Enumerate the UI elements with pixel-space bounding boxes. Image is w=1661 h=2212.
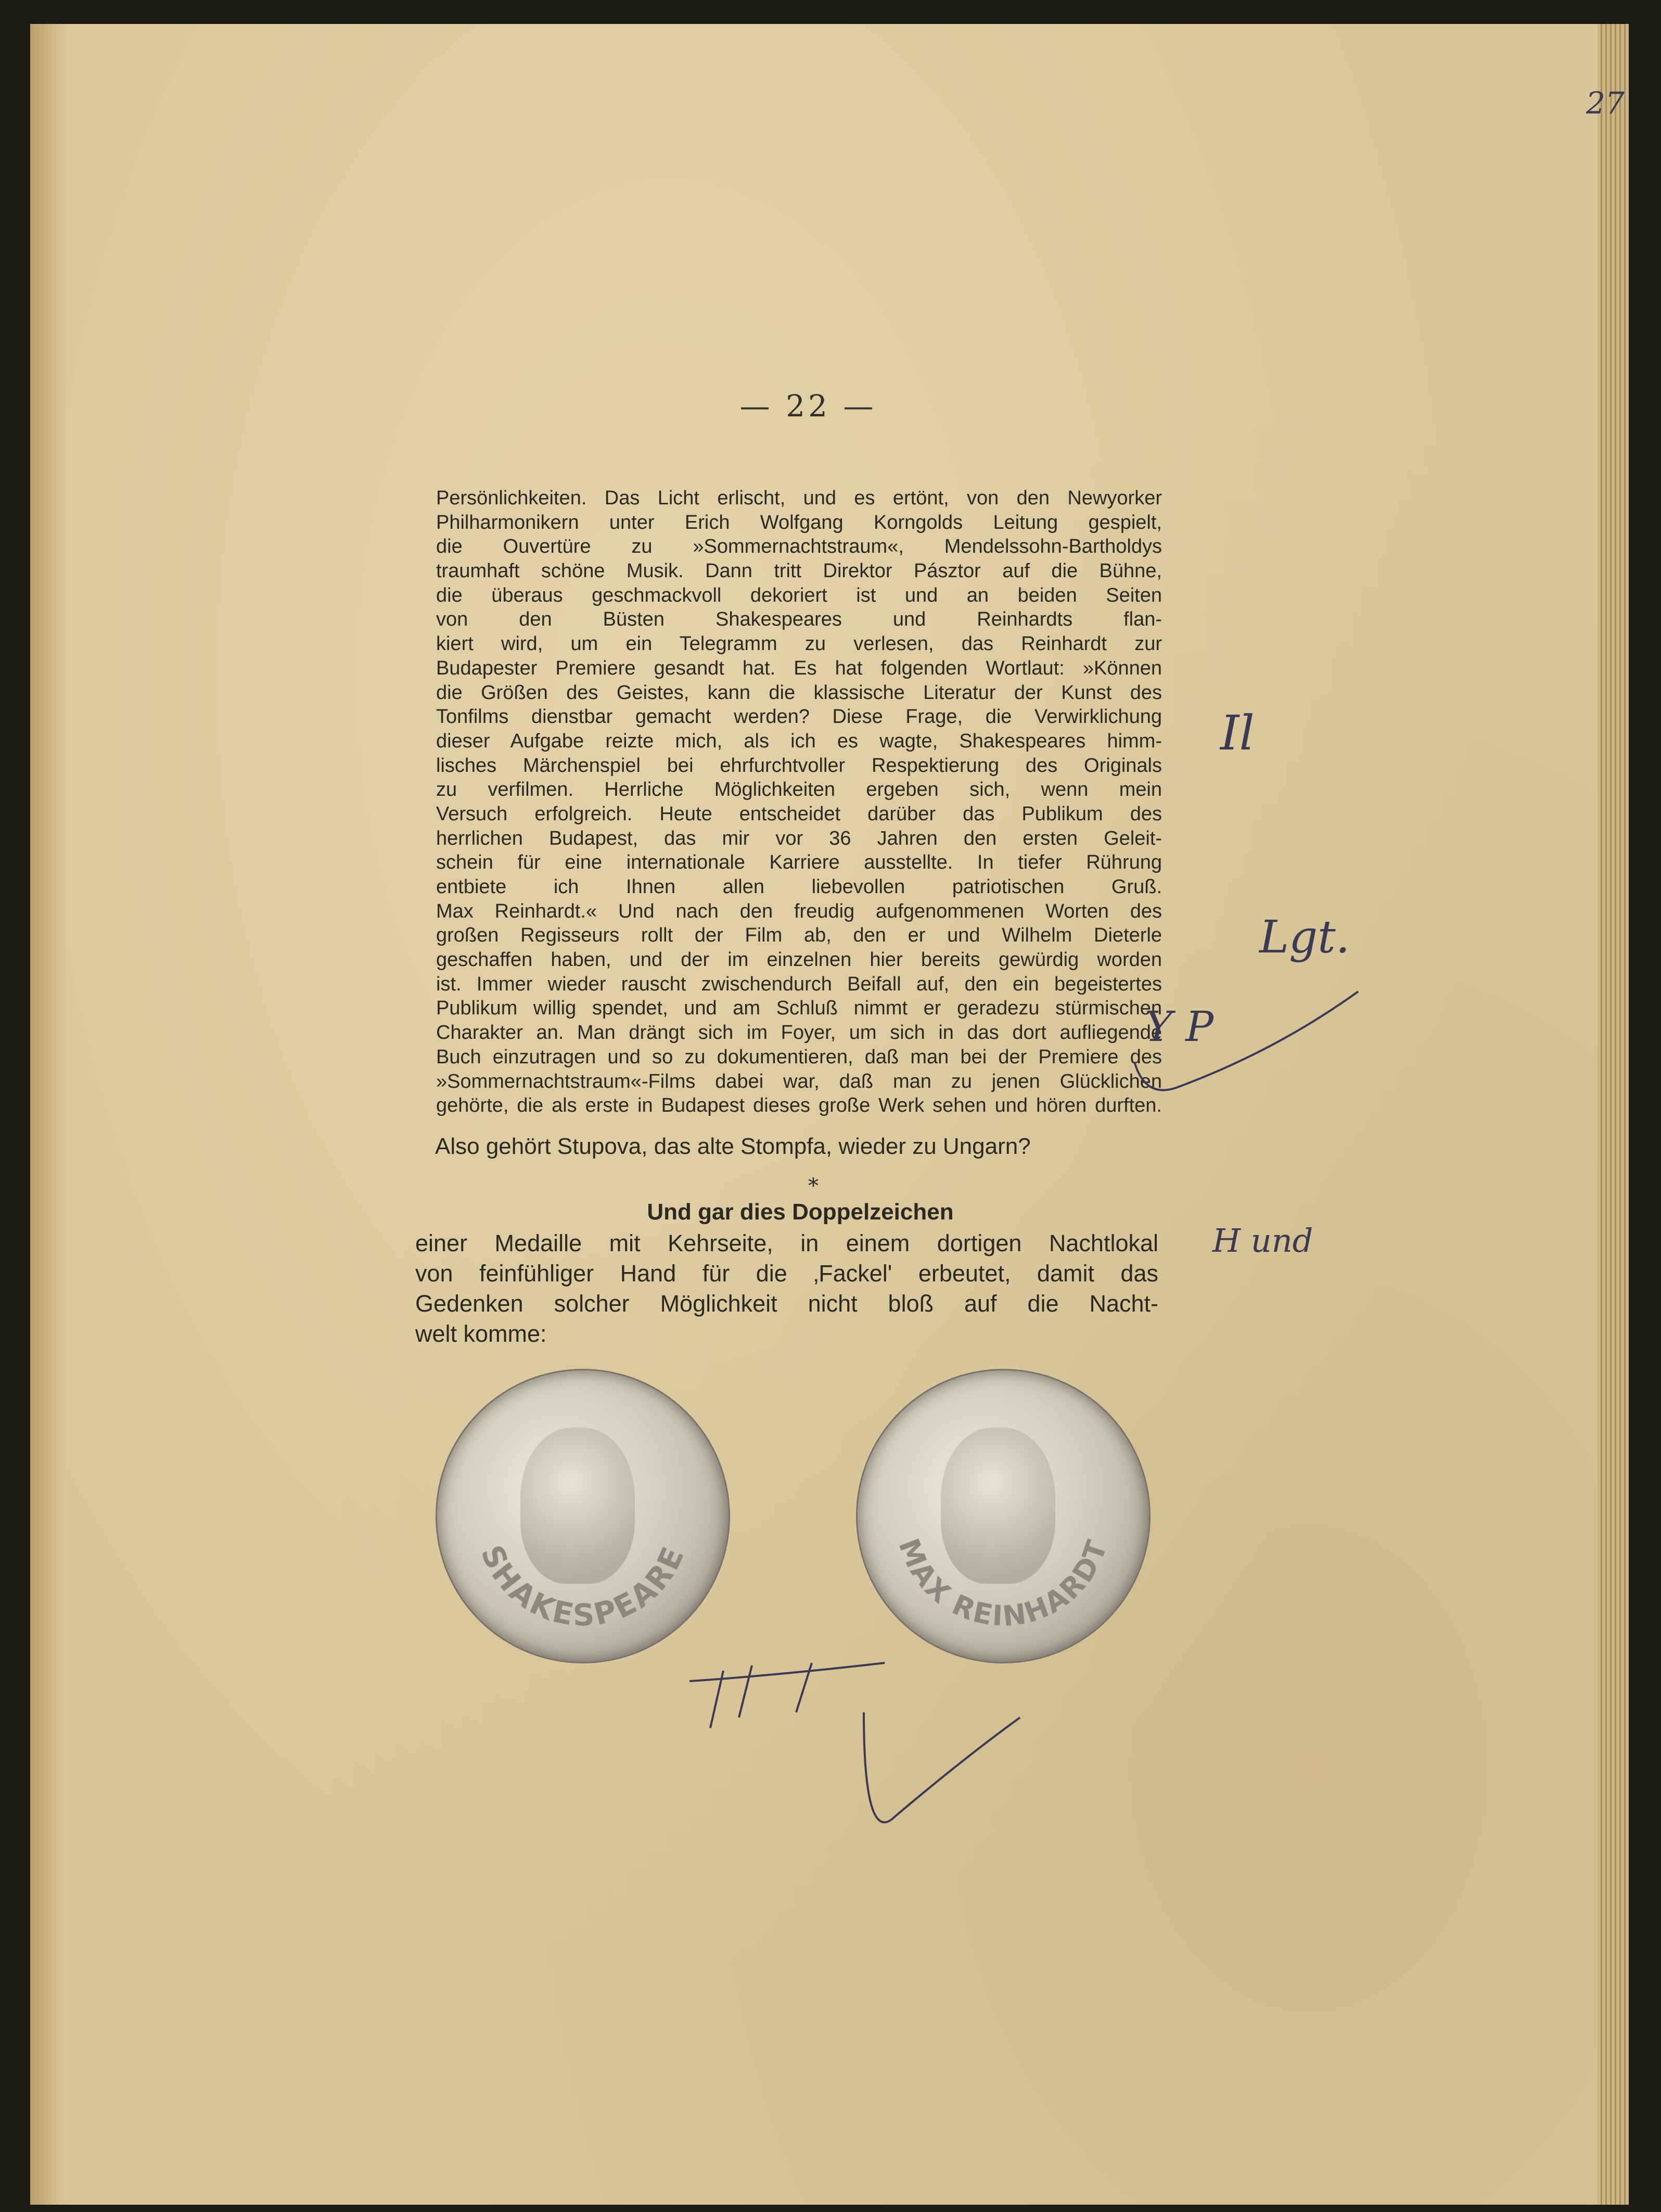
- text-line: entbiete ich Ihnen allen liebevollen patriotischen Gruß.: [436, 876, 1162, 898]
- text-line: kiert wird, um ein Telegramm zu verlesen, das Reinhardt zur: [436, 633, 1162, 655]
- margin-note: Y P: [1145, 1002, 1214, 1051]
- text-line: die Größen des Geistes, kann die klassische Literatur der Kunst des: [436, 681, 1162, 704]
- reinhardt-medal-image: [858, 1370, 1149, 1662]
- text-line: ist. Immer wieder rauscht zwischendurch Beifall auf, den ein begeistertes: [436, 973, 1162, 995]
- text-line: Philharmonikern unter Erich Wolfgang Korngolds Leitung gespielt,: [436, 511, 1162, 533]
- svg-text:SHAKESPEARE: [474, 1540, 692, 1633]
- text-line: Versuch erfolgreich. Heute entscheidet darüber das Publikum des: [436, 803, 1162, 825]
- text-line: Persönlichkeiten. Das Licht erlischt, und es ertönt, von den Newyorker: [436, 487, 1162, 509]
- text-line: Budapester Premiere gesandt hat. Es hat folgenden Wortlaut: »Können: [436, 657, 1162, 679]
- binding-fold: [30, 24, 67, 2205]
- text-line: dieser Aufgabe reizte mich, als ich es wagte, Shakespeares himm-: [436, 730, 1162, 752]
- margin-note: Il: [1220, 705, 1255, 761]
- medal-inscription-ring: [437, 1370, 729, 1662]
- document-page: [30, 24, 1629, 2205]
- text-line: Publikum willig spendet, und am Schluß nimmt er geradezu stürmischen: [436, 997, 1162, 1020]
- closing-question: Also gehört Stupova, das alte Stompfa, wieder zu Ungarn?: [435, 1134, 1031, 1159]
- svg-text:MAX REINHARDT: [892, 1534, 1114, 1633]
- section-heading: Und gar dies Doppelzeichen: [647, 1199, 954, 1225]
- margin-note: Lgt.: [1259, 911, 1350, 963]
- text-line: gehörte, die als erste in Budapest dieses große Werk sehen und hören durften.: [436, 1095, 1162, 1117]
- text-line: die überaus geschmackvoll dekoriert ist und an beiden Seiten: [436, 584, 1162, 606]
- text-line: Charakter an. Man drängt sich im Foyer, um sich in das dort aufliegende: [436, 1022, 1162, 1044]
- text-line: Buch einzutragen und so zu dokumentieren, daß man bei der Premiere des: [436, 1046, 1162, 1068]
- margin-note: H und: [1212, 1222, 1313, 1260]
- text-line: von feinfühliger Hand für die ‚Fackel' erbeutet, damit das: [415, 1260, 1158, 1287]
- text-line: schein für eine internationale Karriere ausstellte. In tiefer Rührung: [436, 851, 1162, 874]
- text-line: Gedenken solcher Möglichkeit nicht bloß auf die Nacht-: [415, 1290, 1158, 1317]
- folio-number: 27: [1586, 85, 1625, 121]
- text-line: großen Regisseurs rollt der Film ab, den er und Wilhelm Dieterle: [436, 924, 1162, 947]
- second-paragraph: [415, 1228, 1158, 1349]
- shakespeare-medal-image: [437, 1370, 729, 1662]
- text-line: einer Medaille mit Kehrseite, in einem dortigen Nachtlokal: [415, 1230, 1158, 1256]
- page-edges: [1598, 24, 1629, 2205]
- text-line: lisches Märchenspiel bei ehrfurchtvoller Respektierung des Originals: [436, 754, 1162, 777]
- text-line: zu verfilmen. Herrliche Möglichkeiten ergeben sich, wenn mein: [436, 779, 1162, 801]
- text-line: Max Reinhardt.« Und nach den freudig aufgenommenen Worten des: [436, 900, 1162, 922]
- page-number: — 22 —: [739, 388, 877, 424]
- medal-inscription-ring: [858, 1370, 1149, 1662]
- text-line: herrlichen Budapest, das mir vor 36 Jahren den ersten Geleit-: [436, 827, 1162, 849]
- text-line: die Ouvertüre zu »Sommernachtstraum«, Mendelssohn-Bartholdys: [436, 536, 1162, 558]
- text-line: geschaffen haben, und der im einzelnen hier bereits gewürdig worden: [436, 949, 1162, 971]
- text-line: welt komme:: [415, 1320, 547, 1347]
- medal-right-inscription: MAX REINHARDT: [892, 1534, 1114, 1633]
- text-line: »Sommernachtstraum«-Films dabei war, daß man zu jenen Glücklichen: [436, 1070, 1162, 1092]
- text-line: von den Büsten Shakespeares und Reinhardts flan-: [436, 608, 1162, 631]
- body-paragraph: [436, 486, 1162, 1118]
- section-separator: *: [808, 1174, 819, 1198]
- medal-left-inscription: SHAKESPEARE: [474, 1540, 692, 1633]
- text-line: traumhaft schöne Musik. Dann tritt Direktor Pásztor auf die Bühne,: [436, 560, 1162, 582]
- text-line: Tonfilms dienstbar gemacht werden? Diese Frage, die Verwirklichung: [436, 706, 1162, 728]
